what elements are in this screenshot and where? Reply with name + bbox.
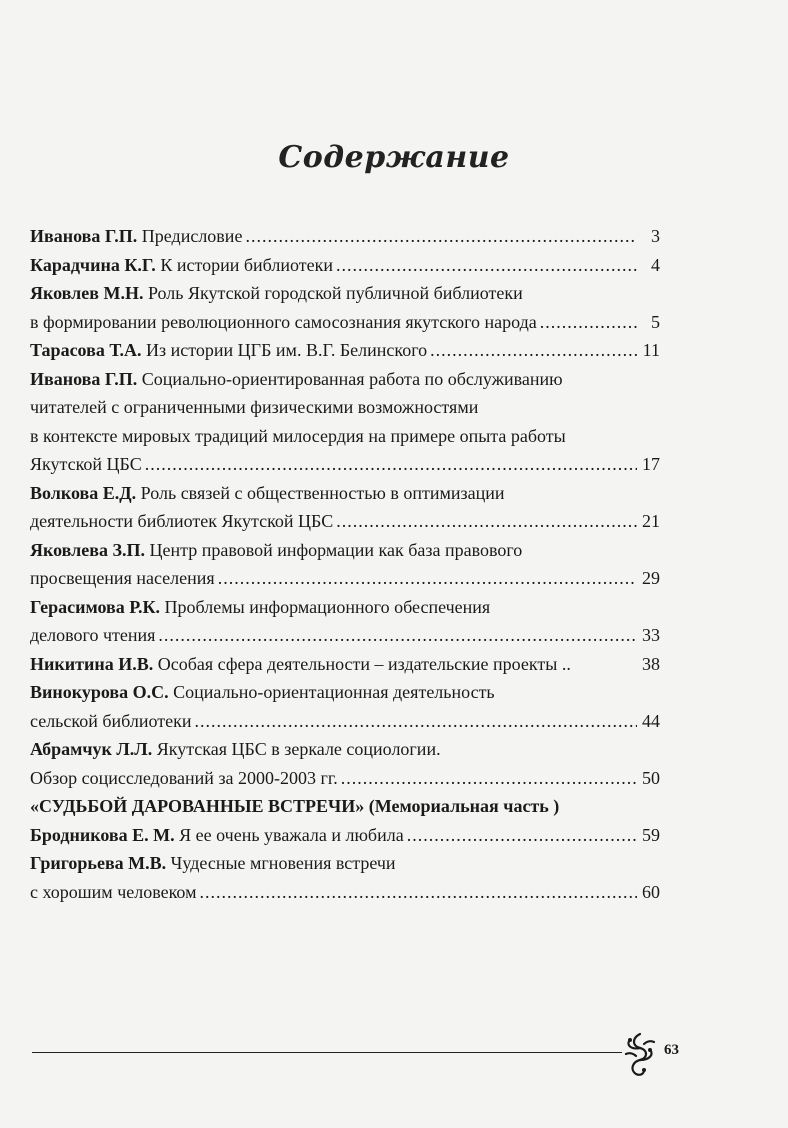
toc-leader <box>407 825 637 846</box>
toc-author: Григорьева М.В. <box>30 853 167 873</box>
toc-page: 60 <box>642 881 660 902</box>
toc-text: просвещения населения <box>30 568 215 588</box>
toc-author: Бродникова Е. М. <box>30 824 175 845</box>
toc-author: Иванова Г.П. <box>30 226 138 246</box>
toc-line <box>30 454 660 483</box>
toc-text: Роль связей с общественностью в оптимизации <box>136 482 505 503</box>
toc-text: Проблемы информационного обеспечения <box>160 596 491 617</box>
toc-author: Абрамчук Л.Л. <box>30 739 153 759</box>
toc-text: в контексте мировых традиций милосердия на примере опыта работы <box>30 425 566 446</box>
toc-line <box>30 825 660 854</box>
toc-line <box>30 312 660 341</box>
toc-leader <box>145 454 637 475</box>
toc-text: Из истории ЦГБ им. В.Г. Белинского <box>141 340 428 360</box>
toc-text: Особая сфера деятельности – издательские проекты .. <box>153 653 571 674</box>
toc-leader <box>336 255 637 276</box>
page-title: Содержание <box>278 140 510 175</box>
toc-leader <box>245 226 637 247</box>
toc-page: 11 <box>642 340 660 360</box>
toc-line <box>30 739 660 768</box>
toc-line <box>30 853 660 882</box>
toc-text: Социально-ориентационная деятельность <box>168 682 495 702</box>
toc-author: Иванова Г.П. <box>30 368 138 389</box>
toc-leader <box>158 625 637 646</box>
toc-page: 38 <box>642 653 660 674</box>
toc-section-line <box>30 796 660 825</box>
toc-text: читателей с ограниченными физическими возможностями <box>30 397 479 417</box>
page-number: 63 <box>664 1042 679 1058</box>
toc-line <box>30 882 660 911</box>
toc-line <box>30 568 660 597</box>
toc-line <box>30 540 660 569</box>
toc-page: 3 <box>651 226 660 246</box>
toc-line <box>30 768 660 797</box>
toc-text: деятельности библиотек Якутской ЦБС <box>30 511 334 531</box>
toc-author: Волкова Е.Д. <box>30 482 137 503</box>
toc-line <box>30 483 660 512</box>
toc-leader <box>341 768 637 789</box>
toc-author: Карадчина К.Г. <box>30 254 156 275</box>
toc-page: 50 <box>642 767 660 788</box>
toc-line <box>30 397 660 426</box>
toc-text: сельской библиотеки <box>30 710 192 731</box>
toc-text: Предисловие <box>137 226 243 246</box>
footer-rule <box>32 1052 622 1053</box>
table-of-contents <box>30 226 660 910</box>
toc-text: в формировании революционного самосознания якутского народа <box>30 311 537 332</box>
toc-line <box>30 682 660 711</box>
toc-leader <box>194 711 637 732</box>
toc-line <box>30 369 660 398</box>
toc-author: Никитина И.В. <box>30 653 154 674</box>
toc-line <box>30 226 660 255</box>
toc-text: К истории библиотеки <box>155 254 333 275</box>
toc-page: 17 <box>642 454 660 474</box>
toc-text: Якутской ЦБС <box>30 454 142 474</box>
toc-line <box>30 711 660 740</box>
toc-text: Я ее очень уважала и любила <box>174 824 404 845</box>
toc-line <box>30 511 660 540</box>
toc-page: 5 <box>651 311 660 332</box>
toc-page: 21 <box>642 511 660 531</box>
toc-line <box>30 654 660 683</box>
toc-author: Винокурова О.С. <box>30 682 169 702</box>
toc-leader <box>199 882 637 903</box>
toc-line <box>30 340 660 369</box>
toc-text: Роль Якутской городской публичной библиотеки <box>143 283 523 303</box>
toc-leader <box>430 340 637 361</box>
toc-page: 33 <box>642 625 660 645</box>
toc-text: Чудесные мгновения встречи <box>166 853 396 873</box>
toc-author: Тарасова Т.А. <box>30 340 142 360</box>
toc-text: Якутская ЦБС в зеркале социологии. <box>152 739 441 759</box>
toc-text: Социально-ориентированная работа по обслуживанию <box>137 368 563 389</box>
toc-author: Яковлева З.П. <box>30 539 145 560</box>
toc-page: 44 <box>642 710 660 731</box>
toc-leader <box>218 568 637 589</box>
toc-line <box>30 625 660 654</box>
toc-page: 4 <box>651 254 660 275</box>
toc-line <box>30 597 660 626</box>
section-title: «СУДЬБОЙ ДАРОВАННЫЕ ВСТРЕЧИ» (Мемориальная часть ) <box>30 796 560 816</box>
decorative-swirl-icon <box>622 1030 658 1078</box>
toc-page: 59 <box>642 824 660 845</box>
toc-author: Герасимова Р.К. <box>30 596 161 617</box>
toc-line <box>30 255 660 284</box>
toc-line <box>30 426 660 455</box>
toc-leader <box>336 511 637 532</box>
toc-line <box>30 283 660 312</box>
toc-text: делового чтения <box>30 625 156 645</box>
toc-text: с хорошим человеком <box>30 881 197 902</box>
toc-text: Обзор социсследований за 2000-2003 гг. <box>30 767 338 788</box>
toc-leader <box>540 312 637 333</box>
toc-text: Центр правовой информации как база правового <box>144 539 523 560</box>
toc-page: 29 <box>642 568 660 588</box>
toc-author: Яковлев М.Н. <box>30 283 144 303</box>
